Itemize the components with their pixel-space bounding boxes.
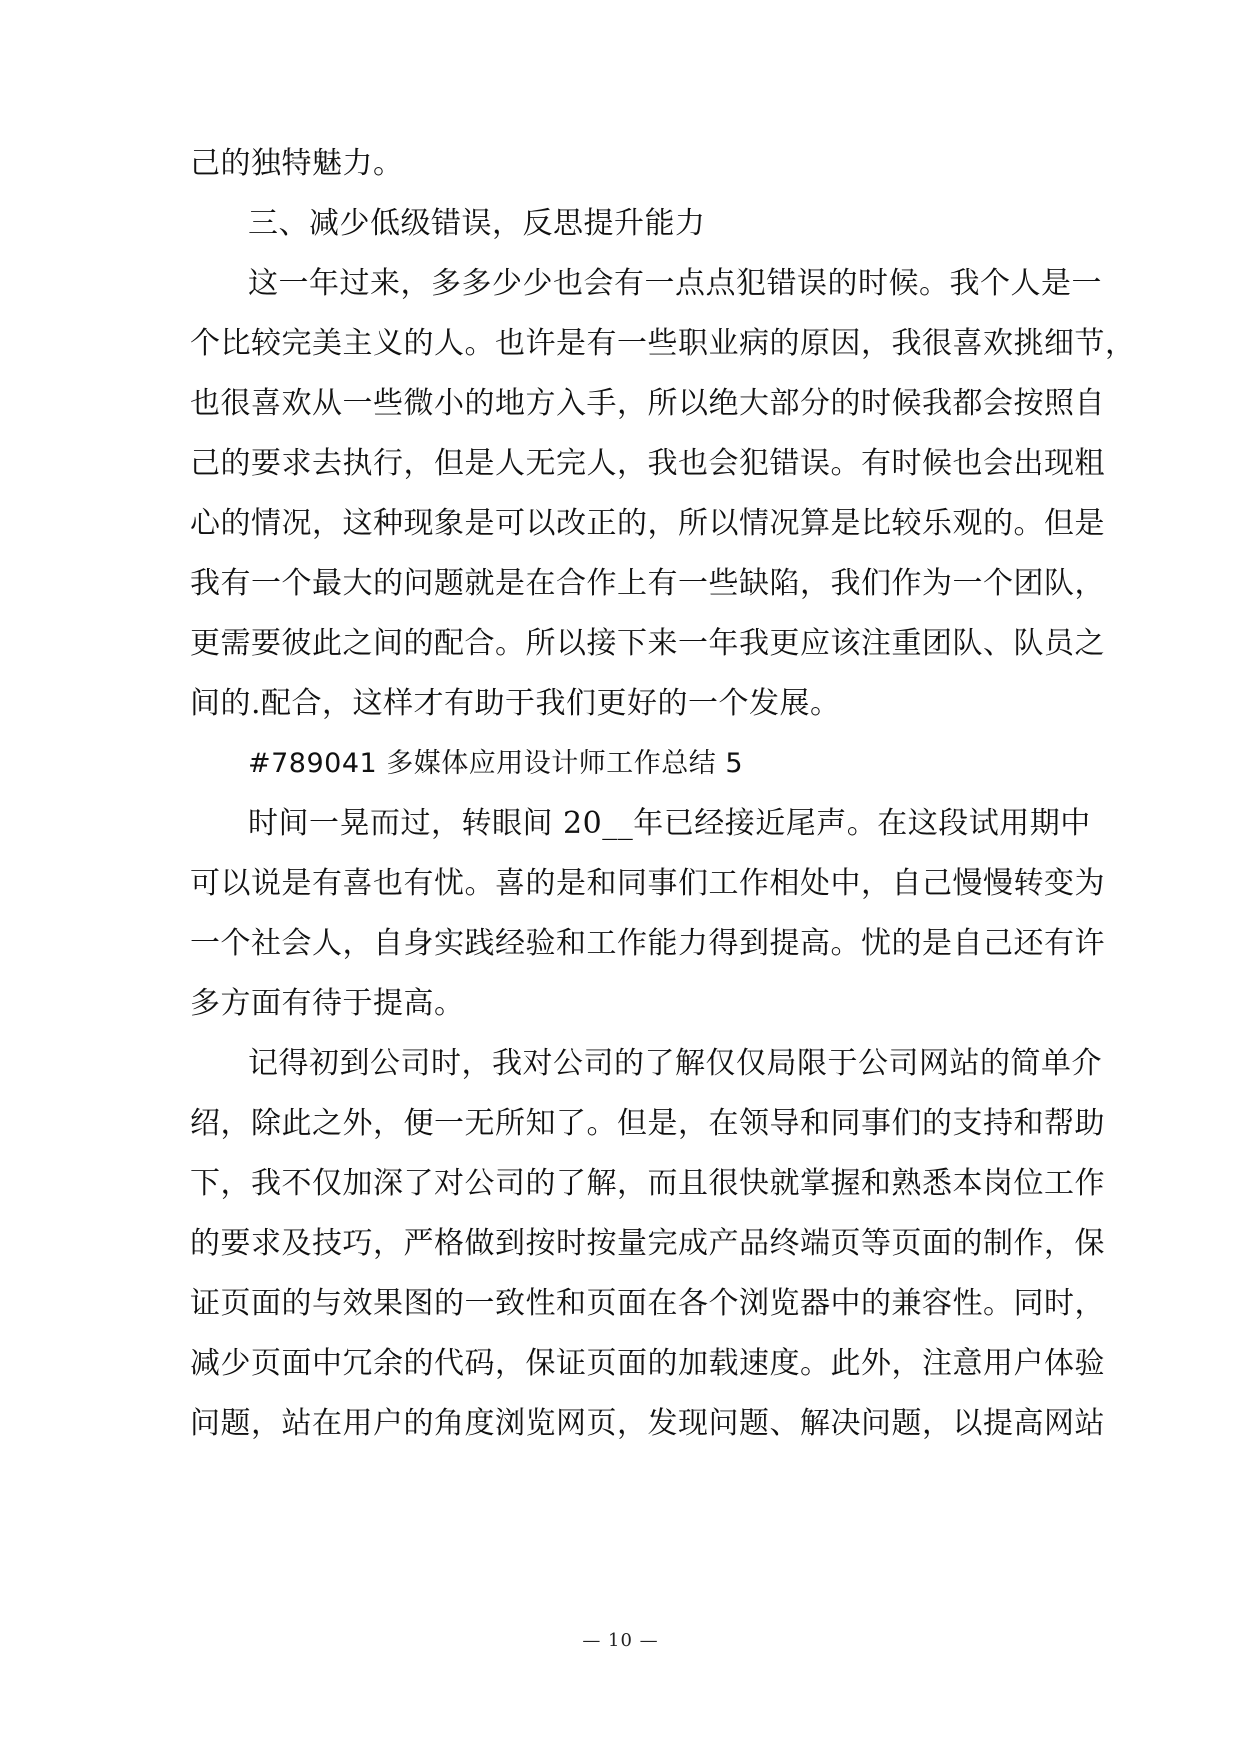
text-line: 也很喜欢从一些微小的地方入手，所以绝大部分的时候我都会按照自	[190, 386, 1105, 421]
text-line: 时间一晃而过，转眼间 20__年已经接近尾声。在这段试用期中	[248, 806, 1091, 841]
section-heading: 三、减少低级错误，反思提升能力	[248, 206, 706, 241]
text-line: 的要求及技巧，严格做到按时按量完成产品终端页等页面的制作，保	[190, 1226, 1105, 1261]
text-line: 问题，站在用户的角度浏览网页，发现问题、解决问题，以提高网站	[190, 1406, 1105, 1441]
text-line: 己的要求去执行，但是人无完人，我也会犯错误。有时候也会出现粗	[190, 446, 1105, 481]
text-line: 这一年过来，多多少少也会有一点点犯错误的时候。我个人是一	[248, 266, 1102, 301]
text-line: 多方面有待于提高。	[190, 986, 465, 1021]
text-line: 绍，除此之外，便一无所知了。但是，在领导和同事们的支持和帮助	[190, 1106, 1105, 1141]
text-line: 下，我不仅加深了对公司的了解，而且很快就掌握和熟悉本岗位工作	[190, 1166, 1105, 1201]
text-line: 更需要彼此之间的配合。所以接下来一年我更应该注重团队、队员之	[190, 626, 1105, 661]
text-line: 一个社会人，自身实践经验和工作能力得到提高。忧的是自己还有许	[190, 926, 1105, 961]
section-heading: #789041 多媒体应用设计师工作总结 5	[248, 748, 744, 779]
text-line: 减少页面中冗余的代码，保证页面的加载速度。此外，注意用户体验	[190, 1346, 1105, 1381]
text-line: 间的.配合，这样才有助于我们更好的一个发展。	[190, 686, 841, 721]
text-line: 可以说是有喜也有忧。喜的是和同事们工作相处中，自己慢慢转变为	[190, 866, 1105, 901]
text-line: 心的情况，这种现象是可以改正的，所以情况算是比较乐观的。但是	[190, 506, 1105, 541]
page-number: — 10 —	[582, 1630, 659, 1651]
text-line: 个比较完美主义的人。也许是有一些职业病的原因，我很喜欢挑细节，	[190, 326, 1136, 361]
text-line: 己的独特魅力。	[190, 146, 404, 181]
text-line: 证页面的与效果图的一致性和页面在各个浏览器中的兼容性。同时，	[190, 1286, 1105, 1321]
text-line: 记得初到公司时，我对公司的了解仅仅局限于公司网站的简单介	[248, 1046, 1102, 1081]
text-line: 我有一个最大的问题就是在合作上有一些缺陷，我们作为一个团队，	[190, 566, 1105, 601]
